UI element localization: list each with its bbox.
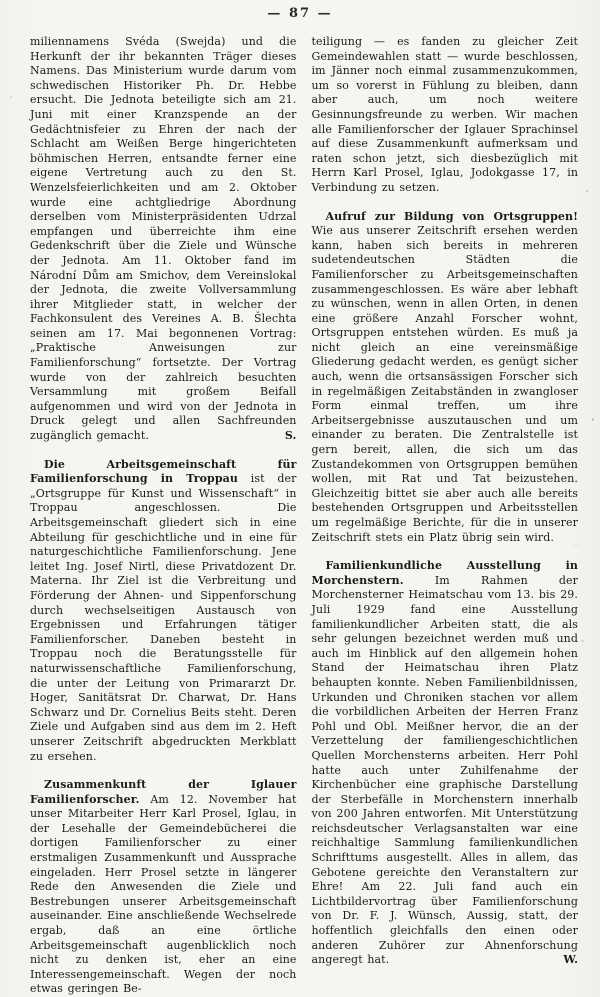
section-heading: Familienkundliche Ausstellung in Morchenstern.: [311, 559, 578, 587]
paragraph-iglau-continuation: [312, 35, 579, 196]
scan-speck: [586, 190, 588, 192]
paragraph-text: teiligung — es fanden zu gleicher Zeit Gemeindewahlen statt — wurde beschlossen, im Jänner noch einmal zusammenzukommen, um so vorerst in Fühlung zu bleiben, dann aber auch, um noch weitere Gesinnungsfreunde zu werben. Wir machen alle Familienforscher der Iglauer Sprachinsel auf diese Zusammenkunft aufmerksam und raten schon jetzt, sich diesbezüglich mit Herrn Karl Prosel, Iglau, Jodokgasse 17, in Verbindung zu setzen.: [311, 35, 578, 194]
paragraph-text: Im Rahmen der Morchensterner Heimatschau vom 13. bis 29. Juli 1929 fand eine Ausstellung familienkundlicher Arbeiten statt, die als sehr gelungen bezeichnet werden muß und auch im Hinblick auf den allgemein hohen Stand der Heimatschau ihren Platz behaupten konnte. Neben Familienbildnissen, Urkunden und Chroniken stachen vor allem die vorbildlichen Arbeiten der Herren Franz Pohl und Obl. Meißner hervor, die an der Verzettelung der familiengeschichtlichen Quellen Morchensterns arbeiten. Herr Pohl hatte auch unter Zuhilfenahme der Kirchenbücher eine graphische Darstellung der Sterbefälle in Morchenstern innerhalb von 200 Jahren entworfen. Mit Unterstützung reichsdeutscher Verlagsanstalten war eine reichhaltige Sammlung familienkundlichen Schrifttums ausgestellt. Alles in allem, das Gebotene gereichte den Veranstaltern zur Ehre! Am 22. Juli fand auch ein Lichtbildervortrag über Familienforschung von Dr. F. J. Wünsch, Aussig, statt, der hoffentlich gleichfalls den einen oder anderen Zuhörer zur Ahnenforschung angeregt hat.: [311, 573, 578, 967]
paragraph-morchenstern-ausstellung: [312, 559, 579, 968]
paragraph-text: Am 12. November hat unser Mitarbeiter Herr Karl Prosel, Iglau, in der Lesehalle der Gemeindebücherei die dortigen Familienforscher zu einer erstmaligen Zusammenkunft und Aussprache eingeladen. Herr Prosel setzte in längerer Rede den Anwesenden die Ziele und Bestrebungen unserer Arbeitsgemeinschaft auseinander. Eine anschließende Wechselrede ergab, daß an eine örtliche Arbeitsgemeinschaft augenblicklich noch nicht zu denken ist, eher an eine Interessengemeinschaft. Wegen der noch etwas geringen Be-: [30, 792, 297, 996]
scan-speck: [10, 96, 12, 98]
section-heading: Die Arbeitsgemeinschaft für Familienforschung in Troppau: [30, 457, 297, 486]
scan-speck: [581, 640, 584, 642]
paragraph-ortsgruppen-aufruf: [312, 210, 579, 546]
page-number: — 87 —: [267, 6, 333, 21]
paragraph-jednota-report: [30, 35, 297, 444]
text-column-right: [312, 35, 579, 997]
text-column-left: [30, 35, 297, 997]
scan-speck: [320, 12, 322, 14]
paragraph-iglau-zusammenkunft: [30, 778, 297, 997]
section-heading: Zusammenkunft der Iglauer Familienforscher.: [30, 778, 297, 806]
paragraph-text: miliennamens Svéda (Swejda) und die Herkunft der ihr bekannten Träger dieses Namens. Das Ministerium wurde darum vom schwedischen Historiker Ph. Dr. Hebbe ersucht. Die Jednota beteiligte sich am 21. Juni mit einer Kranzspende an der Gedächtnisfeier zu Ehren der nach der Schlacht am Weißen Berge hingerichteten böhmischen Herren, entsandte ferner eine eigene Vertretung auch zu den St. Wenzelsfeierlichkeiten und am 2. Oktober wurde eine achtgliedrige Abordnung derselben vom Ministerpräsidenten Udrzal empfangen und überreichte ihm eine Gedenkschrift über die Ziele und Wünsche der Jednota. Am 11. Oktober fand im Národní Dům am Smichov, dem Vereinslokal der Jednota, die zweite Vollversammlung ihrer Mitglieder statt, in welcher der Fachkonsulent des Vereines A. B. Šlechta seinen am 17. Mai begonnenen Vortrag: „Praktische Anweisungen zur Familienforschung“ fortsetzte. Der Vortrag wurde von der zahlreich besuchten Versammlung mit großem Beifall aufgenommen und wird von der Jednota in Druck gelegt und allen Sachfreunden zugänglich gemacht.: [30, 35, 297, 443]
scan-speck: [592, 418, 594, 421]
paragraph-text: Wie aus unserer Zeitschrift ersehen werden kann, haben sich bereits in mehreren sudetendeutschen Städten die Familienforscher zu Arbeitsgemeinschaften zusammengeschlossen. Es wäre aber lebhaft zu wünschen, wenn in allen Orten, in denen eine größere Anzahl Forscher wohnt, Ortsgruppen entstehen würden. Es muß ja nicht gleich an eine vereinsmäßige Gliederung gedacht werden, es genügt sicher auch, wenn die ortsansässigen Forscher sich in regelmäßigen Zeitabständen in zwangloser Form einmal treffen, um ihre Arbeitsergebnisse auszutauschen und um einander zu beraten. Die Zentralstelle ist gern bereit, allen, die sich um das Zustandekommen von Ortsgruppen bemühen wollen, mit Rat und Tat beizustehen. Gleichzeitig bittet sie aber auch alle bereits bestehenden Ortsgruppen und Arbeitsstellen um regelmäßige Berichte, für die in unserer Zeitschrift stets ein Platz übrig sein wird.: [311, 224, 578, 544]
author-initial: W.: [563, 953, 578, 967]
two-column-text-block: [30, 35, 578, 997]
author-initial: S.: [284, 429, 297, 443]
paragraph-text: ist der „Ortsgruppe für Kunst und Wissenschaft“ in Troppau angeschlossen. Die Arbeitsgemeinschaft gliedert sich in eine Abteilung für geschichtliche und in eine für naturgeschichtliche Familienforschung. Jene leitet Ing. Josef Nirtl, diese Privatdozent Dr. Materna. Ihr Ziel ist die Verbreitung und Förderung der Ahnen- und Sippenforschung durch wechselseitigen Austausch von Ergebnissen und Erfahrungen tätiger Familienforscher. Daneben besteht in Troppau noch die Beratungsstelle für naturwissenschaftliche Familienforschung, die unter der Leitung von Primararzt Dr. Hoger, Sanitätsrat Dr. Charwat, Dr. Hans Schwarz und Dr. Cornelius Beits steht. Deren Ziele und Aufgaben sind aus dem im 2. Heft unserer Zeitschrift abgedruckten Merkblatt zu ersehen.: [30, 472, 297, 763]
paragraph-troppau-arbeitsgemeinschaft: [30, 458, 297, 764]
section-heading: Aufruf zur Bildung von Ortsgruppen!: [325, 209, 578, 223]
